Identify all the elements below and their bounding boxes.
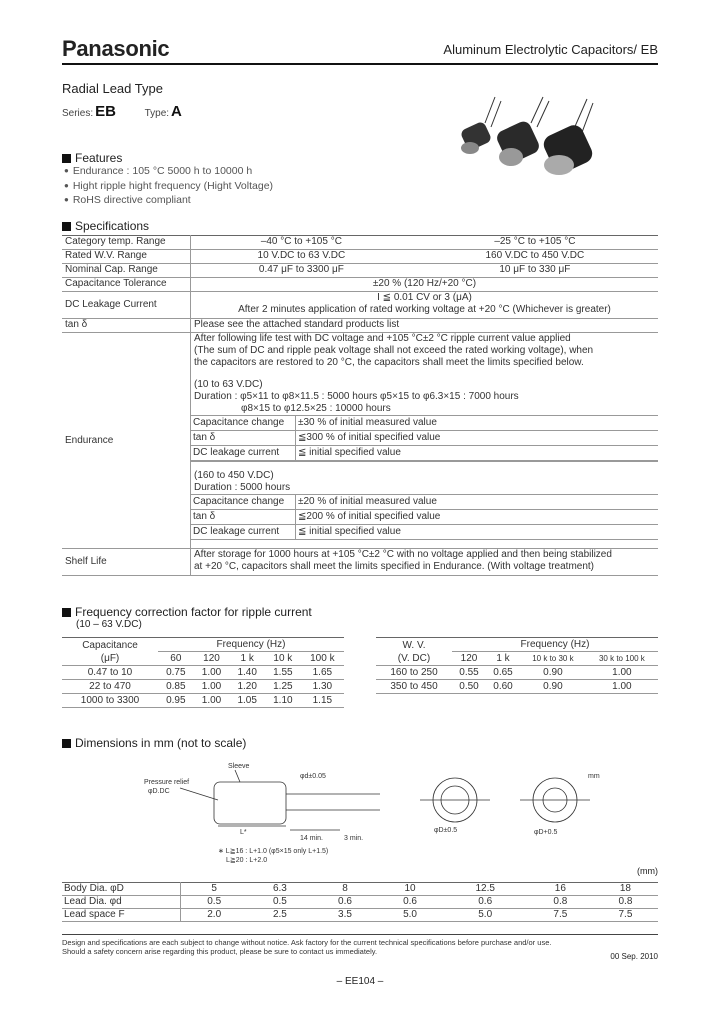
feature-item: ● RoHS directive compliant [64,193,273,208]
dim-cell: 5 [181,883,248,896]
dim-cell: 0.8 [528,896,593,909]
freq-cell: 0.60 [486,680,520,694]
endurance-duration: Duration : φ5×11 to φ8×11.5 : 5000 hours φ5×15 to φ6.3×15 : 7000 hours [194,391,519,402]
freq-row-label: 0.47 to 10 [62,666,158,680]
endurance-val: ±20 % of initial measured value [296,495,659,510]
freq-cell: 1.65 [301,666,344,680]
freq-value: 120 [452,652,486,666]
freq-value: 1 k [486,652,520,666]
freq-cell: 1.30 [301,680,344,694]
dim-cell: 0.8 [593,896,658,909]
endurance-val: ≦ initial specified value [296,525,659,540]
footer-line: Design and specifications are each subject to change without notice. Ask factory for the current technical specifications before purchase and/or use. [62,938,552,947]
freq-col-header [376,638,452,666]
freq-cell: 1.00 [586,680,658,694]
dim-cell: 16 [528,883,593,896]
endurance-intro: the capacitors are restored to 20 °C, the capacitors shall meet the limits specified below. [194,357,584,368]
document-title: Aluminum Electrolytic Capacitors/ EB [443,42,658,57]
frequency-table-left [62,637,344,708]
spec-value: –25 °C to +105 °C [412,236,658,250]
dim-cell: 0.6 [443,896,528,909]
dim-cell: 2.0 [181,909,248,922]
unit-label: (mm) [637,866,658,876]
dim-cell: 10 [378,883,443,896]
drawing-label: L* [240,829,247,836]
endurance-duration: Duration : 5000 hours [194,482,291,493]
features-heading [62,151,122,165]
spec-value [191,292,659,319]
frequency-title: Frequency correction factor for ripple current [75,605,312,619]
spec-label: Endurance [62,333,191,549]
freq-cell: 1.25 [265,680,301,694]
freq-cell: 1.00 [194,680,230,694]
freq-cell: 0.65 [486,666,520,680]
freq-col-unit: (μF) [100,652,120,664]
dim-cell: 0.6 [312,896,377,909]
frequency-table-right [376,637,658,694]
endurance-range: (160 to 450 V.DC) [194,470,274,481]
freq-cell: 1.00 [194,694,230,708]
freq-col-title: W. V. [402,639,426,651]
spec-value [191,549,659,576]
features-list [64,164,273,208]
freq-value: 30 k to 100 k [586,652,658,666]
dim-cell: 2.5 [247,909,312,922]
document-date: 00 Sep. 2010 [610,952,658,961]
endurance-low-table [191,415,658,461]
endurance-key: DC leakage current [191,446,296,461]
endurance-val: ≦300 % of initial specified value [296,431,659,446]
drawing-label: φd±0.05 [300,773,326,780]
capacitor-product-image [455,95,595,175]
drawing-label: 3 min. [344,835,364,842]
freq-cell: 0.50 [452,680,486,694]
feature-item: ● Hight ripple hight frequency (Hight Voltage) [64,179,273,194]
dimensions-heading [62,736,246,750]
endurance-intro: (The sum of DC and ripple peak voltage shall not exceed the rated working voltage), when [194,345,594,356]
frequency-subtitle: (10 – 63 V.DC) [76,619,142,630]
spec-value: ±20 % (120 Hz/+20 °C) [191,278,659,292]
spec-label: DC Leakage Current [62,292,191,319]
dim-cell: 7.5 [593,909,658,922]
dim-cell: 7.5 [528,909,593,922]
endurance-key: Capacitance change [191,495,296,510]
freq-value: 120 [194,652,230,666]
drawing-label: ∗ L≧16 : L+1.0 (φ5×15 only L+1.5) [218,848,329,855]
endurance-key: DC leakage current [191,525,296,540]
freq-row-label: 350 to 450 [376,680,452,694]
freq-col-header [62,638,158,666]
spec-label: Category temp. Range [62,236,191,250]
series-line [62,103,208,120]
freq-cell: 0.95 [158,694,194,708]
drawing-label: 14 min. [300,835,323,842]
freq-value: 60 [158,652,194,666]
spec-label: Shelf Life [62,549,191,576]
endurance-high-table [191,494,658,540]
dim-cell: 3.5 [312,909,377,922]
frequency-heading [62,605,312,619]
feature-item: ● Endurance : 105 °C 5000 h to 10000 h [64,164,273,179]
drawing-label: φD.DC [148,788,170,795]
dim-label: Lead Dia. φd [62,896,181,909]
endurance-val: ≦ initial specified value [296,446,659,461]
dim-cell: 0.5 [247,896,312,909]
specifications-table [62,235,658,576]
dimensions-table [62,882,658,922]
endurance-range: (10 to 63 V.DC) [194,379,263,390]
freq-cell: 1.15 [301,694,344,708]
drawing-label: Sleeve [228,763,250,770]
spec-value: 160 V.DC to 450 V.DC [412,250,658,264]
features-title: Features [75,151,123,165]
leakage-line: After 2 minutes application of rated working voltage at +20 °C (Whichever is greater) [238,304,611,315]
endurance-key: tan δ [191,431,296,446]
dim-cell: 5.0 [443,909,528,922]
spec-label: Nominal Cap. Range [62,264,191,278]
leakage-line: I ≦ 0.01 CV or 3 (μA) [377,292,472,303]
endurance-duration: φ8×15 to φ12.5×25 : 10000 hours [241,403,391,414]
freq-row-label: 22 to 470 [62,680,158,694]
freq-cell: 1.05 [229,694,265,708]
endurance-intro: After following life test with DC voltage and +105 °C±2 °C ripple current value applied [194,333,571,344]
endurance-val: ±30 % of initial measured value [296,416,659,431]
freq-label: Frequency (Hz) [158,638,344,652]
dim-cell: 6.3 [247,883,312,896]
dim-label: Lead space F [62,909,181,922]
dim-label: Body Dia. φD [62,883,181,896]
freq-row-label: 160 to 250 [376,666,452,680]
endurance-cell [191,333,659,549]
drawing-label: φD±0.5 [434,827,458,834]
freq-cell: 1.55 [265,666,301,680]
freq-row-label: 1000 to 3300 [62,694,158,708]
page-number: – EE104 – [336,976,384,987]
drawing-label: mm [588,773,600,780]
spec-value: 10 V.DC to 63 V.DC [191,250,412,264]
dim-cell: 5.0 [378,909,443,922]
series-label: Series: [62,108,94,119]
freq-cell: 0.90 [520,666,586,680]
series-value: EB [95,103,116,120]
spec-value: Please see the attached standard products list [191,319,659,333]
spec-value: 10 μF to 330 μF [412,264,658,278]
freq-cell: 0.75 [158,666,194,680]
freq-cell: 1.20 [229,680,265,694]
dimensions-title: Dimensions in mm (not to scale) [75,736,247,750]
spec-value: –40 °C to +105 °C [191,236,412,250]
freq-value: 10 k [265,652,301,666]
specifications-title: Specifications [75,219,150,233]
brand-logo: Panasonic [62,36,170,61]
dim-cell: 0.6 [378,896,443,909]
dim-cell: 12.5 [443,883,528,896]
freq-col-unit: (V. DC) [397,652,431,664]
dim-cell: 18 [593,883,658,896]
endurance-val: ≦200 % of initial specified value [296,510,659,525]
freq-cell: 1.00 [586,666,658,680]
type-value: A [171,103,182,120]
freq-value: 1 k [229,652,265,666]
dimension-drawing [140,760,660,870]
freq-cell: 0.90 [520,680,586,694]
drawing-label: φD+0.5 [534,829,558,836]
specifications-heading [62,219,149,233]
freq-cell: 0.85 [158,680,194,694]
freq-label: Frequency (Hz) [452,638,658,652]
freq-cell: 1.00 [194,666,230,680]
shelf-line: at +20 °C, capacitors shall meet the limits specified in Endurance. (With voltage treatment) [194,561,595,572]
endurance-key: tan δ [191,510,296,525]
shelf-line: After storage for 1000 hours at +105 °C±2 °C with no voltage applied and then being stabilized [194,549,612,560]
drawing-label: L≧20 : L+2.0 [226,857,268,864]
footer-line: Should a safety concern arise regarding this product, please be sure to contact us immediately. [62,947,378,956]
freq-cell: 1.40 [229,666,265,680]
freq-col-title: Capacitance [82,639,138,651]
spec-label: Rated W.V. Range [62,250,191,264]
spec-value: 0.47 μF to 3300 μF [191,264,412,278]
freq-cell: 0.55 [452,666,486,680]
freq-cell: 1.10 [265,694,301,708]
endurance-key: Capacitance change [191,416,296,431]
footer-rule [62,934,658,935]
drawing-label: Pressure relief [144,779,190,786]
dim-cell: 8 [312,883,377,896]
dim-cell: 0.5 [181,896,248,909]
spec-label: Capacitance Tolerance [62,278,191,292]
lead-type-heading: Radial Lead Type [62,81,163,96]
spec-label: tan δ [62,319,191,333]
freq-value: 100 k [301,652,344,666]
header-rule [62,63,658,65]
footer-notice [62,938,551,956]
freq-value: 10 k to 30 k [520,652,586,666]
type-label: Type: [144,108,170,119]
